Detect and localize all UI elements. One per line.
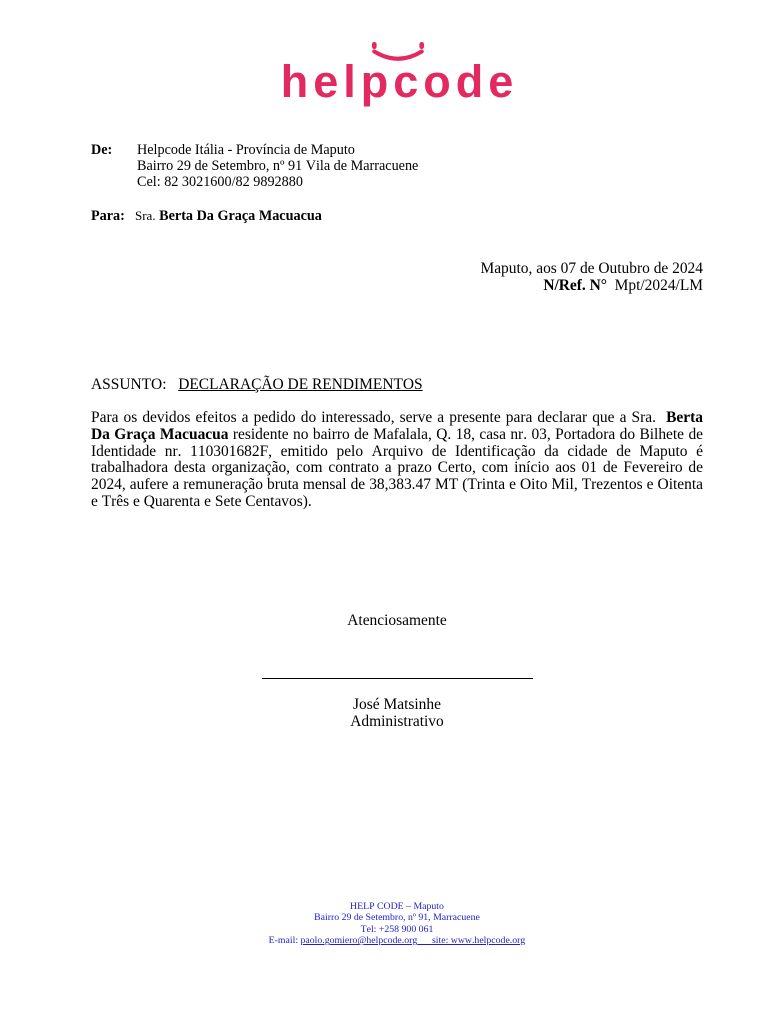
subject-line [91,376,423,393]
reference-line [480,277,703,294]
helpcode-logo [0,0,768,110]
sender-line-address: Bairro 29 de Setembro, nº 91 Vila de Marracuene [137,158,419,174]
subject-value: DECLARAÇÃO DE RENDIMENTOS [178,376,423,393]
paragraph-intro: Para os devidos efeitos a pedido do interessado, serve a presente para declarar que a Sra. [91,409,656,426]
footer-phone: Tel: +258 900 061 [360,923,434,935]
recipient-name: Berta Da Graça Macuacua [159,208,322,224]
signatory-role: Administrativo [350,713,444,730]
date-reference-block [480,260,703,294]
place-date: Maputo, aos 07 de Outubro de 2024 [480,260,703,277]
subject-label: ASSUNTO: [91,376,167,393]
signatory-block [91,696,703,730]
recipient-label: Para: [91,208,125,224]
sender-label: De: [91,142,113,158]
declaration-paragraph [91,410,703,511]
smile-icon-left-eye [372,42,377,49]
recipient-title: Sra. [135,208,156,223]
footer-contact-line [91,935,703,946]
recipient-block [91,208,322,224]
reference-label: N/Ref. N° [543,277,607,294]
paragraph-employee-name: Berta Da Graça Macuacua [91,409,704,443]
footer-site-link[interactable]: site: www.helpcode.org [431,935,526,947]
letter-footer [91,901,703,947]
sender-line-phone: Cel: 82 3021600/82 9892880 [137,174,303,190]
smile-icon-right-eye [419,42,424,49]
footer-email-label: E-mail: [268,935,299,947]
sender-block [91,142,703,190]
footer-address: Bairro 29 de Setembro, nº 91, Marracuene [314,912,480,924]
footer-link-separator [417,935,432,946]
signature-line [262,678,533,679]
reference-value: Mpt/2024/LM [614,277,703,294]
paragraph-details: residente no bairro de Mafalala, Q. 18, casa nr. 03, Portadora do Bilhete de Identidade nr. 110301682F, emitido pelo Arquivo de Identificação da cidade de Maputo é trabalhadora desta organização, com contrato a prazo Certo, com início aos 01 de Fevereiro de 2024, aufere a remuneração bruta mensal de 38,383.47 MT (Trinta e Oito Mil, Trezentos e Oitenta e Três e Quarenta e Sete Centavos). [91,425,704,510]
closing-salutation: Atenciosamente [347,612,447,629]
footer-email-link[interactable]: paolo.gomiero@helpcode.org [300,935,418,947]
sender-address [137,142,703,190]
sender-line-organization: Helpcode Itália - Província de Maputo [137,142,355,158]
signatory-name: José Matsinhe [353,696,441,713]
footer-organization: HELP CODE – Maputo [350,901,444,912]
logo-wordmark: helpcode [280,56,519,107]
